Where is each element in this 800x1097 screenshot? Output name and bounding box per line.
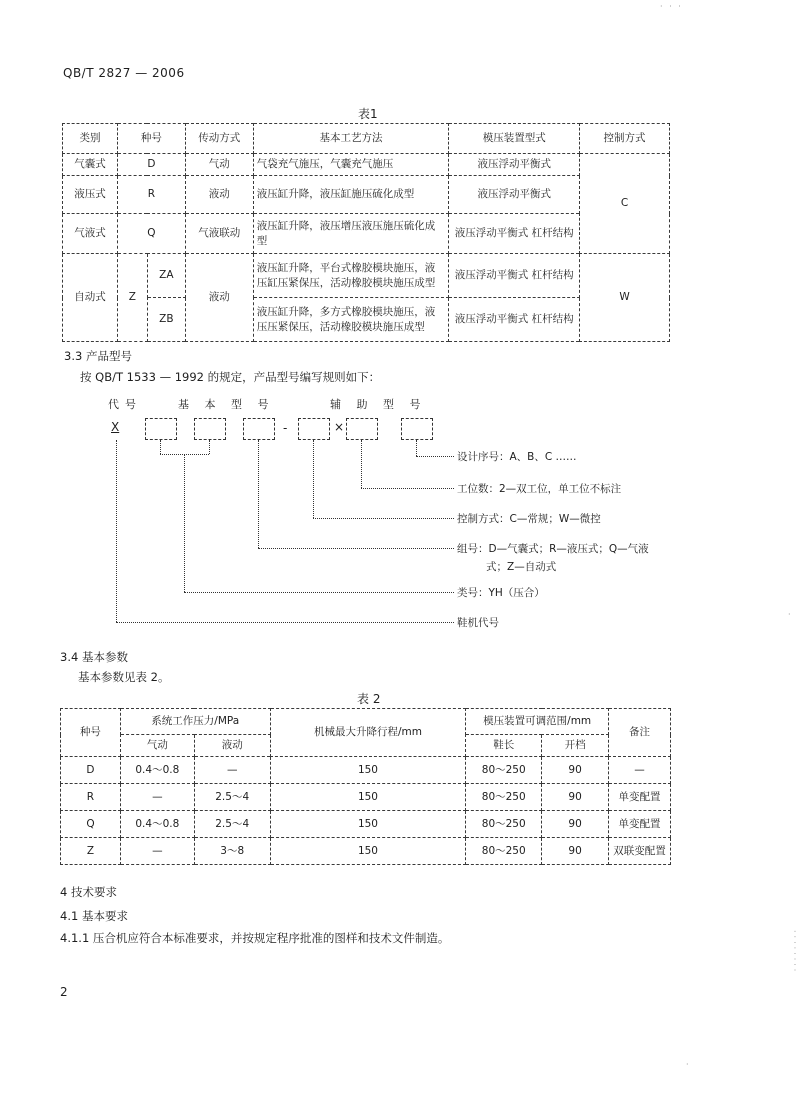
table2-header-row xyxy=(61,709,671,735)
model-box-type xyxy=(145,418,177,440)
table2-header-cell: 液动 xyxy=(194,735,270,757)
scan-mark: · · · xyxy=(660,2,683,11)
legend-group: 组号：D—气囊式；R—液压式；Q—气液 xyxy=(457,543,649,555)
scan-mark: ········ xyxy=(790,930,799,975)
table2-cell: 150 xyxy=(270,811,466,838)
legend-design: 设计序号：A、B、C …… xyxy=(457,451,577,463)
dash-separator: - xyxy=(283,421,288,435)
table2-header-cell: 气动 xyxy=(120,735,194,757)
table2-cell: 0.4～0.8 xyxy=(120,811,194,838)
table1-cell: 液动 xyxy=(185,254,253,342)
leader-line xyxy=(209,440,210,454)
table1-header-cell: 传动方式 xyxy=(185,124,253,154)
table2-header-cell: 备注 xyxy=(609,709,671,757)
table1-cell: 液压浮动平衡式 xyxy=(449,176,580,214)
table1-cell: 气液联动 xyxy=(185,214,253,254)
table2-header-cell: 鞋长 xyxy=(466,735,542,757)
leader-line xyxy=(160,440,161,454)
legend-control: 控制方式：C—常规；W—微控 xyxy=(457,513,601,525)
table2-cell: R xyxy=(61,784,121,811)
table1-cell: 液压浮动平衡式 杠杆结构 xyxy=(449,214,580,254)
table1-cell: 气液式 xyxy=(63,214,118,254)
table1-cell: 液压浮动平衡式 杠杆结构 xyxy=(449,254,580,298)
table2-cell: 90 xyxy=(542,757,609,784)
section-heading: 4 技术要求 xyxy=(60,885,117,899)
table2-header-cell: 种号 xyxy=(61,709,121,757)
table1-caption: 表1 xyxy=(358,107,378,121)
table1 xyxy=(62,123,670,342)
legend-category: 鞋机代号 xyxy=(457,617,499,629)
table-row xyxy=(63,298,670,342)
page-number: 2 xyxy=(60,985,68,999)
table1-cell: Q xyxy=(117,214,185,254)
table1-cell: Z xyxy=(117,254,147,342)
table1-cell: 自动式 xyxy=(63,254,118,342)
aux-model-label: 辅 助 型 号 xyxy=(330,398,427,411)
table2-cell: — xyxy=(120,838,194,865)
table2-cell: 150 xyxy=(270,838,466,865)
table-row xyxy=(63,154,670,176)
table1-cell: ZB xyxy=(147,298,185,342)
standard-code: QB/T 2827 — 2006 xyxy=(63,66,185,80)
table2-header-cell: 机械最大升降行程/mm xyxy=(270,709,466,757)
clause-text: 4.1.1 压合机应符合本标准要求，并按规定程序批准的图样和技术文件制造。 xyxy=(60,931,450,945)
table2-cell: 0.4～0.8 xyxy=(120,757,194,784)
table2-cell: 单变配置 xyxy=(609,811,671,838)
table1-cell: W xyxy=(580,254,670,342)
table2-cell: — xyxy=(194,757,270,784)
table1-header-cell: 模压装置型式 xyxy=(449,124,580,154)
leader-line xyxy=(258,440,259,548)
table2-cell: 150 xyxy=(270,784,466,811)
table1-cell: C xyxy=(580,154,670,254)
model-box-control xyxy=(243,418,275,440)
table2-cell: 3～8 xyxy=(194,838,270,865)
table-row xyxy=(61,784,671,811)
table-row xyxy=(61,757,671,784)
leader-line xyxy=(361,440,362,488)
scan-mark: · xyxy=(686,1060,689,1069)
table2-cell: 90 xyxy=(542,811,609,838)
main-model-label: 基 本 型 号 xyxy=(178,398,275,411)
table2-cell: 单变配置 xyxy=(609,784,671,811)
table2-cell: 150 xyxy=(270,757,466,784)
table1-cell: ZA xyxy=(147,254,185,298)
table-row xyxy=(63,176,670,214)
table2-cell: 90 xyxy=(542,838,609,865)
section-heading: 3.3 产品型号 xyxy=(64,349,132,363)
table1-cell: 液动 xyxy=(185,176,253,214)
leader-line xyxy=(361,488,454,489)
table2-cell: 2.5～4 xyxy=(194,784,270,811)
table1-cell: D xyxy=(117,154,185,176)
table2-cell: 双联变配置 xyxy=(609,838,671,865)
table1-cell: 气袋充气施压，气囊充气施压 xyxy=(253,154,449,176)
section-intro: 基本参数见表 2。 xyxy=(78,670,170,684)
table1-cell: 液压浮动平衡式 xyxy=(449,154,580,176)
model-box-stations xyxy=(298,418,330,440)
leader-line xyxy=(313,518,454,519)
leader-line xyxy=(258,548,454,549)
section-intro: 按 QB/T 1533 — 1992 的规定，产品型号编写规则如下： xyxy=(80,370,381,384)
table2-header-cell: 开档 xyxy=(542,735,609,757)
leader-line xyxy=(313,440,314,518)
legend-type: 类号：YH（压合） xyxy=(457,587,545,599)
table2-cell: 80～250 xyxy=(466,838,542,865)
model-box-design xyxy=(346,418,378,440)
leader-line xyxy=(184,454,185,592)
table1-cell: 液压浮动平衡式 杠杆结构 xyxy=(449,298,580,342)
table1-header-cell: 类别 xyxy=(63,124,118,154)
table-row xyxy=(63,254,670,298)
subsection-heading: 4.1 基本要求 xyxy=(60,909,128,923)
table-row xyxy=(63,214,670,254)
leader-line xyxy=(416,440,417,456)
leader-line xyxy=(116,440,117,622)
scan-mark: · xyxy=(788,610,791,619)
leader-line xyxy=(416,456,454,457)
table-row xyxy=(61,811,671,838)
code-letter: X xyxy=(111,420,120,434)
model-box-design-seq xyxy=(401,418,433,440)
code-label: 代号 xyxy=(108,398,142,411)
leader-line xyxy=(184,592,454,593)
table2-cell: 2.5～4 xyxy=(194,811,270,838)
leader-line xyxy=(116,622,454,623)
table2-cell: D xyxy=(61,757,121,784)
table2-cell: 80～250 xyxy=(466,757,542,784)
table1-cell: 液压缸升降，液压缸施压硫化成型 xyxy=(253,176,449,214)
table2-header-cell: 系统工作压力/MPa xyxy=(120,709,270,735)
table2-header-cell: 模压装置可调范围/mm xyxy=(466,709,609,735)
table2 xyxy=(60,708,671,865)
table1-header-cell: 控制方式 xyxy=(580,124,670,154)
table2-cell: 80～250 xyxy=(466,811,542,838)
table-row xyxy=(61,838,671,865)
table1-cell: 液压缸升降，平台式橡胶模块施压，液压缸压紧保压，活动橡胶模块施压成型 xyxy=(253,254,449,298)
legend-stations: 工位数：2—双工位，单工位不标注 xyxy=(457,483,622,495)
model-box-group xyxy=(194,418,226,440)
table2-cell: Z xyxy=(61,838,121,865)
table1-cell: 气动 xyxy=(185,154,253,176)
table1-cell: 气囊式 xyxy=(63,154,118,176)
table2-cell: Q xyxy=(61,811,121,838)
table2-caption: 表 2 xyxy=(357,692,381,706)
table1-cell: 液压缸升降，液压增压液压施压硫化成型 xyxy=(253,214,449,254)
table1-cell: R xyxy=(117,176,185,214)
table1-header-row xyxy=(63,124,670,154)
table2-cell: 90 xyxy=(542,784,609,811)
times-separator: × xyxy=(334,420,345,434)
table2-cell: — xyxy=(120,784,194,811)
legend-group-cont: 式；Z—自动式 xyxy=(486,561,557,573)
table1-cell: 液压缸升降，多方式橡胶模块施压，液压压紧保压，活动橡胶模块施压成型 xyxy=(253,298,449,342)
table1-cell: 液压式 xyxy=(63,176,118,214)
table2-cell: 80～250 xyxy=(466,784,542,811)
table1-header-cell: 基本工艺方法 xyxy=(253,124,449,154)
table2-cell: — xyxy=(609,757,671,784)
table1-header-cell: 种号 xyxy=(117,124,185,154)
section-heading: 3.4 基本参数 xyxy=(60,650,128,664)
